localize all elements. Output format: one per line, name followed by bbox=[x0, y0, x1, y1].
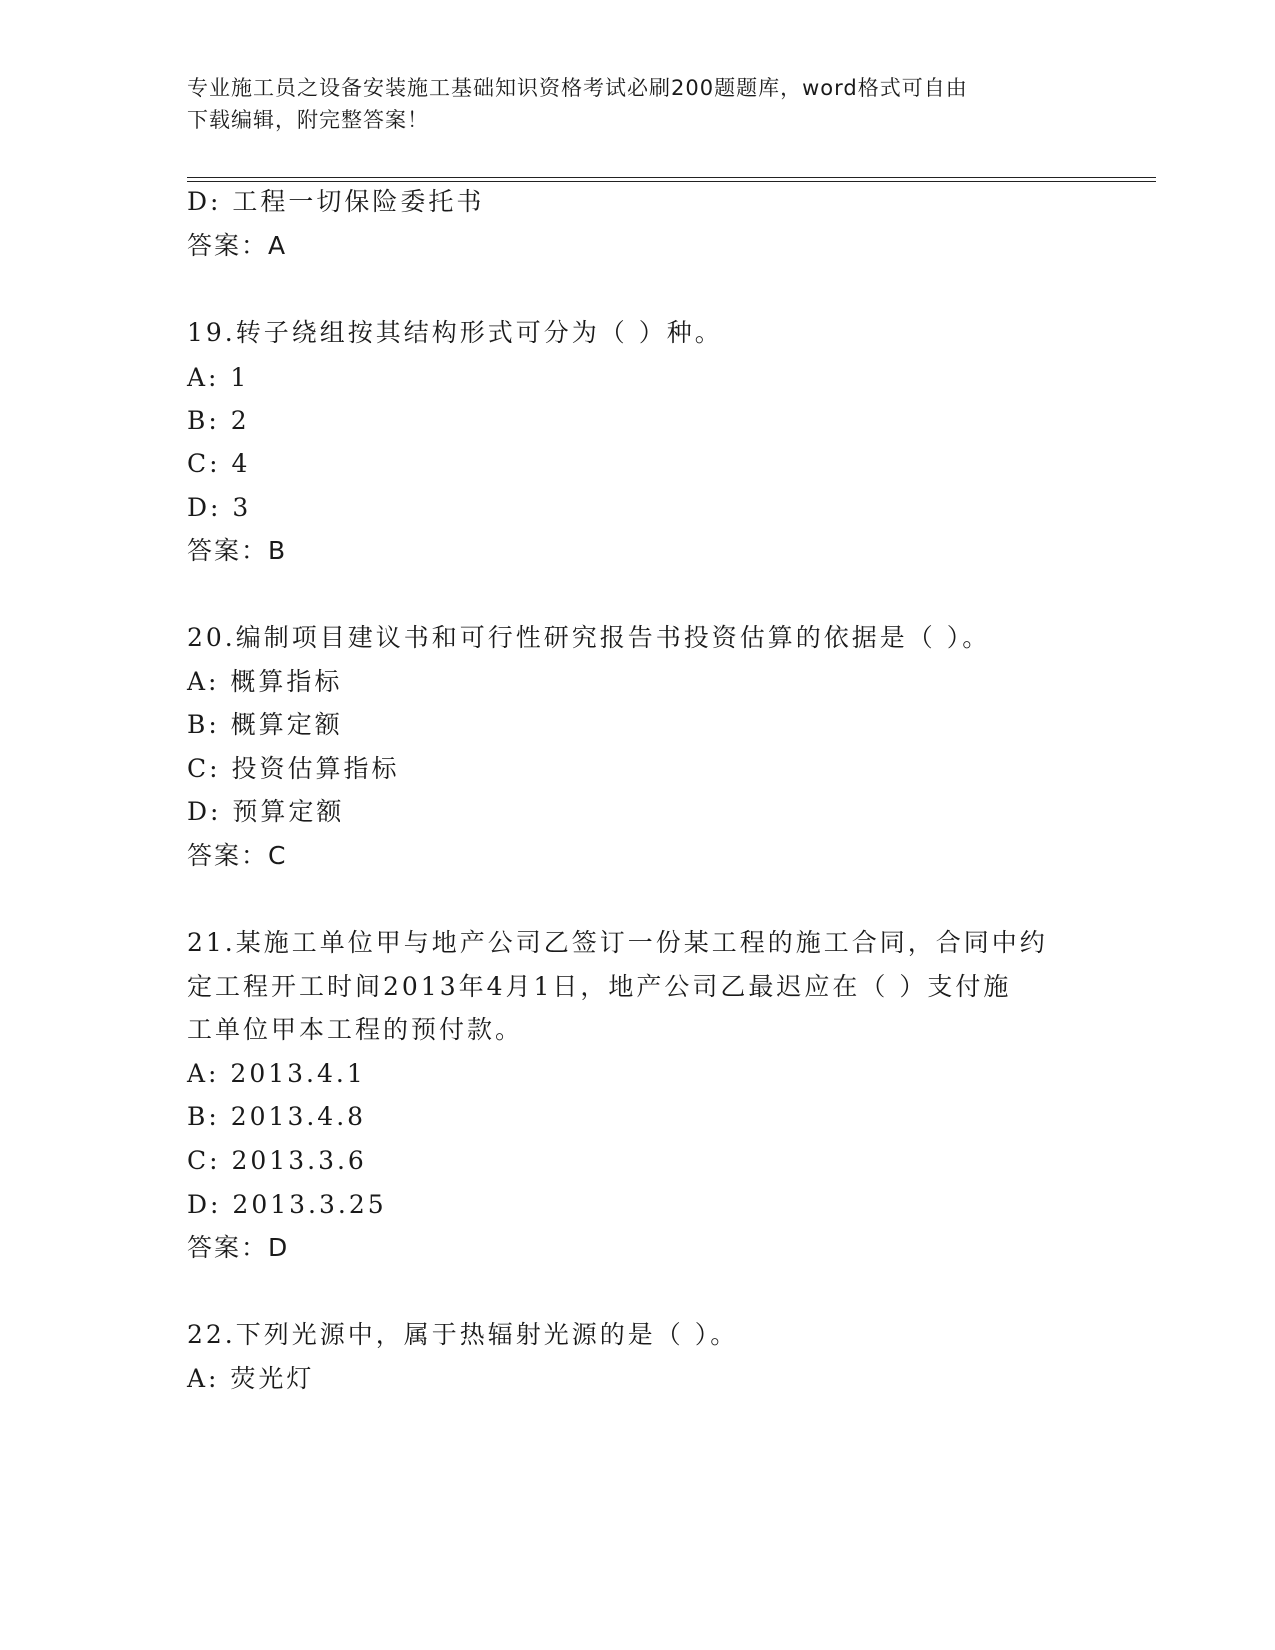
q19-option-a: A: 1 bbox=[187, 363, 250, 392]
q20-option-a: A: 概算指标 bbox=[187, 667, 343, 696]
q18-answer: 答案：A bbox=[187, 231, 288, 260]
q19-option-c: C: 4 bbox=[187, 449, 251, 478]
header-divider bbox=[187, 177, 1156, 182]
document-page bbox=[187, 0, 1157, 1650]
q21-option-a: A: 2013.4.1 bbox=[187, 1059, 366, 1088]
q18-option-d: D: 工程一切保险委托书 bbox=[187, 187, 485, 216]
q22-stem: 22.下列光源中，属于热辐射光源的是（ ）。 bbox=[187, 1320, 739, 1349]
header-line-1: 专业施工员之设备安装施工基础知识资格考试必刷200题题库，word格式可自由 bbox=[187, 76, 968, 100]
q20-answer: 答案：C bbox=[187, 841, 288, 870]
q19-stem: 19.转子绕组按其结构形式可分为（ ）种。 bbox=[187, 318, 723, 347]
q21-option-b: B: 2013.4.8 bbox=[187, 1102, 367, 1131]
q20-option-d: D: 预算定额 bbox=[187, 797, 345, 826]
document-header bbox=[187, 72, 1067, 136]
q21-answer: 答案：D bbox=[187, 1233, 290, 1262]
q22-option-a: A: 荧光灯 bbox=[187, 1364, 315, 1393]
q21-stem-line-2: 定工程开工时间2013年4月1日，地产公司乙最迟应在（ ）支付施 bbox=[187, 972, 1012, 1001]
q21-stem-line-3: 工单位甲本工程的预付款。 bbox=[187, 1015, 524, 1044]
q19-answer: 答案：B bbox=[187, 536, 288, 565]
q19-option-b: B: 2 bbox=[187, 406, 250, 435]
q20-option-c: C: 投资估算指标 bbox=[187, 754, 400, 783]
q21-stem-line-1: 21.某施工单位甲与地产公司乙签订一份某工程的施工合同，合同中约 bbox=[187, 928, 1048, 957]
q21-option-c: C: 2013.3.6 bbox=[187, 1146, 367, 1175]
q20-option-b: B: 概算定额 bbox=[187, 710, 343, 739]
q20-stem: 20.编制项目建议书和可行性研究报告书投资估算的依据是（ ）。 bbox=[187, 623, 991, 652]
header-line-2: 下载编辑，附完整答案！ bbox=[187, 108, 429, 132]
q19-option-d: D: 3 bbox=[187, 493, 252, 522]
q21-option-d: D: 2013.3.25 bbox=[187, 1190, 387, 1219]
